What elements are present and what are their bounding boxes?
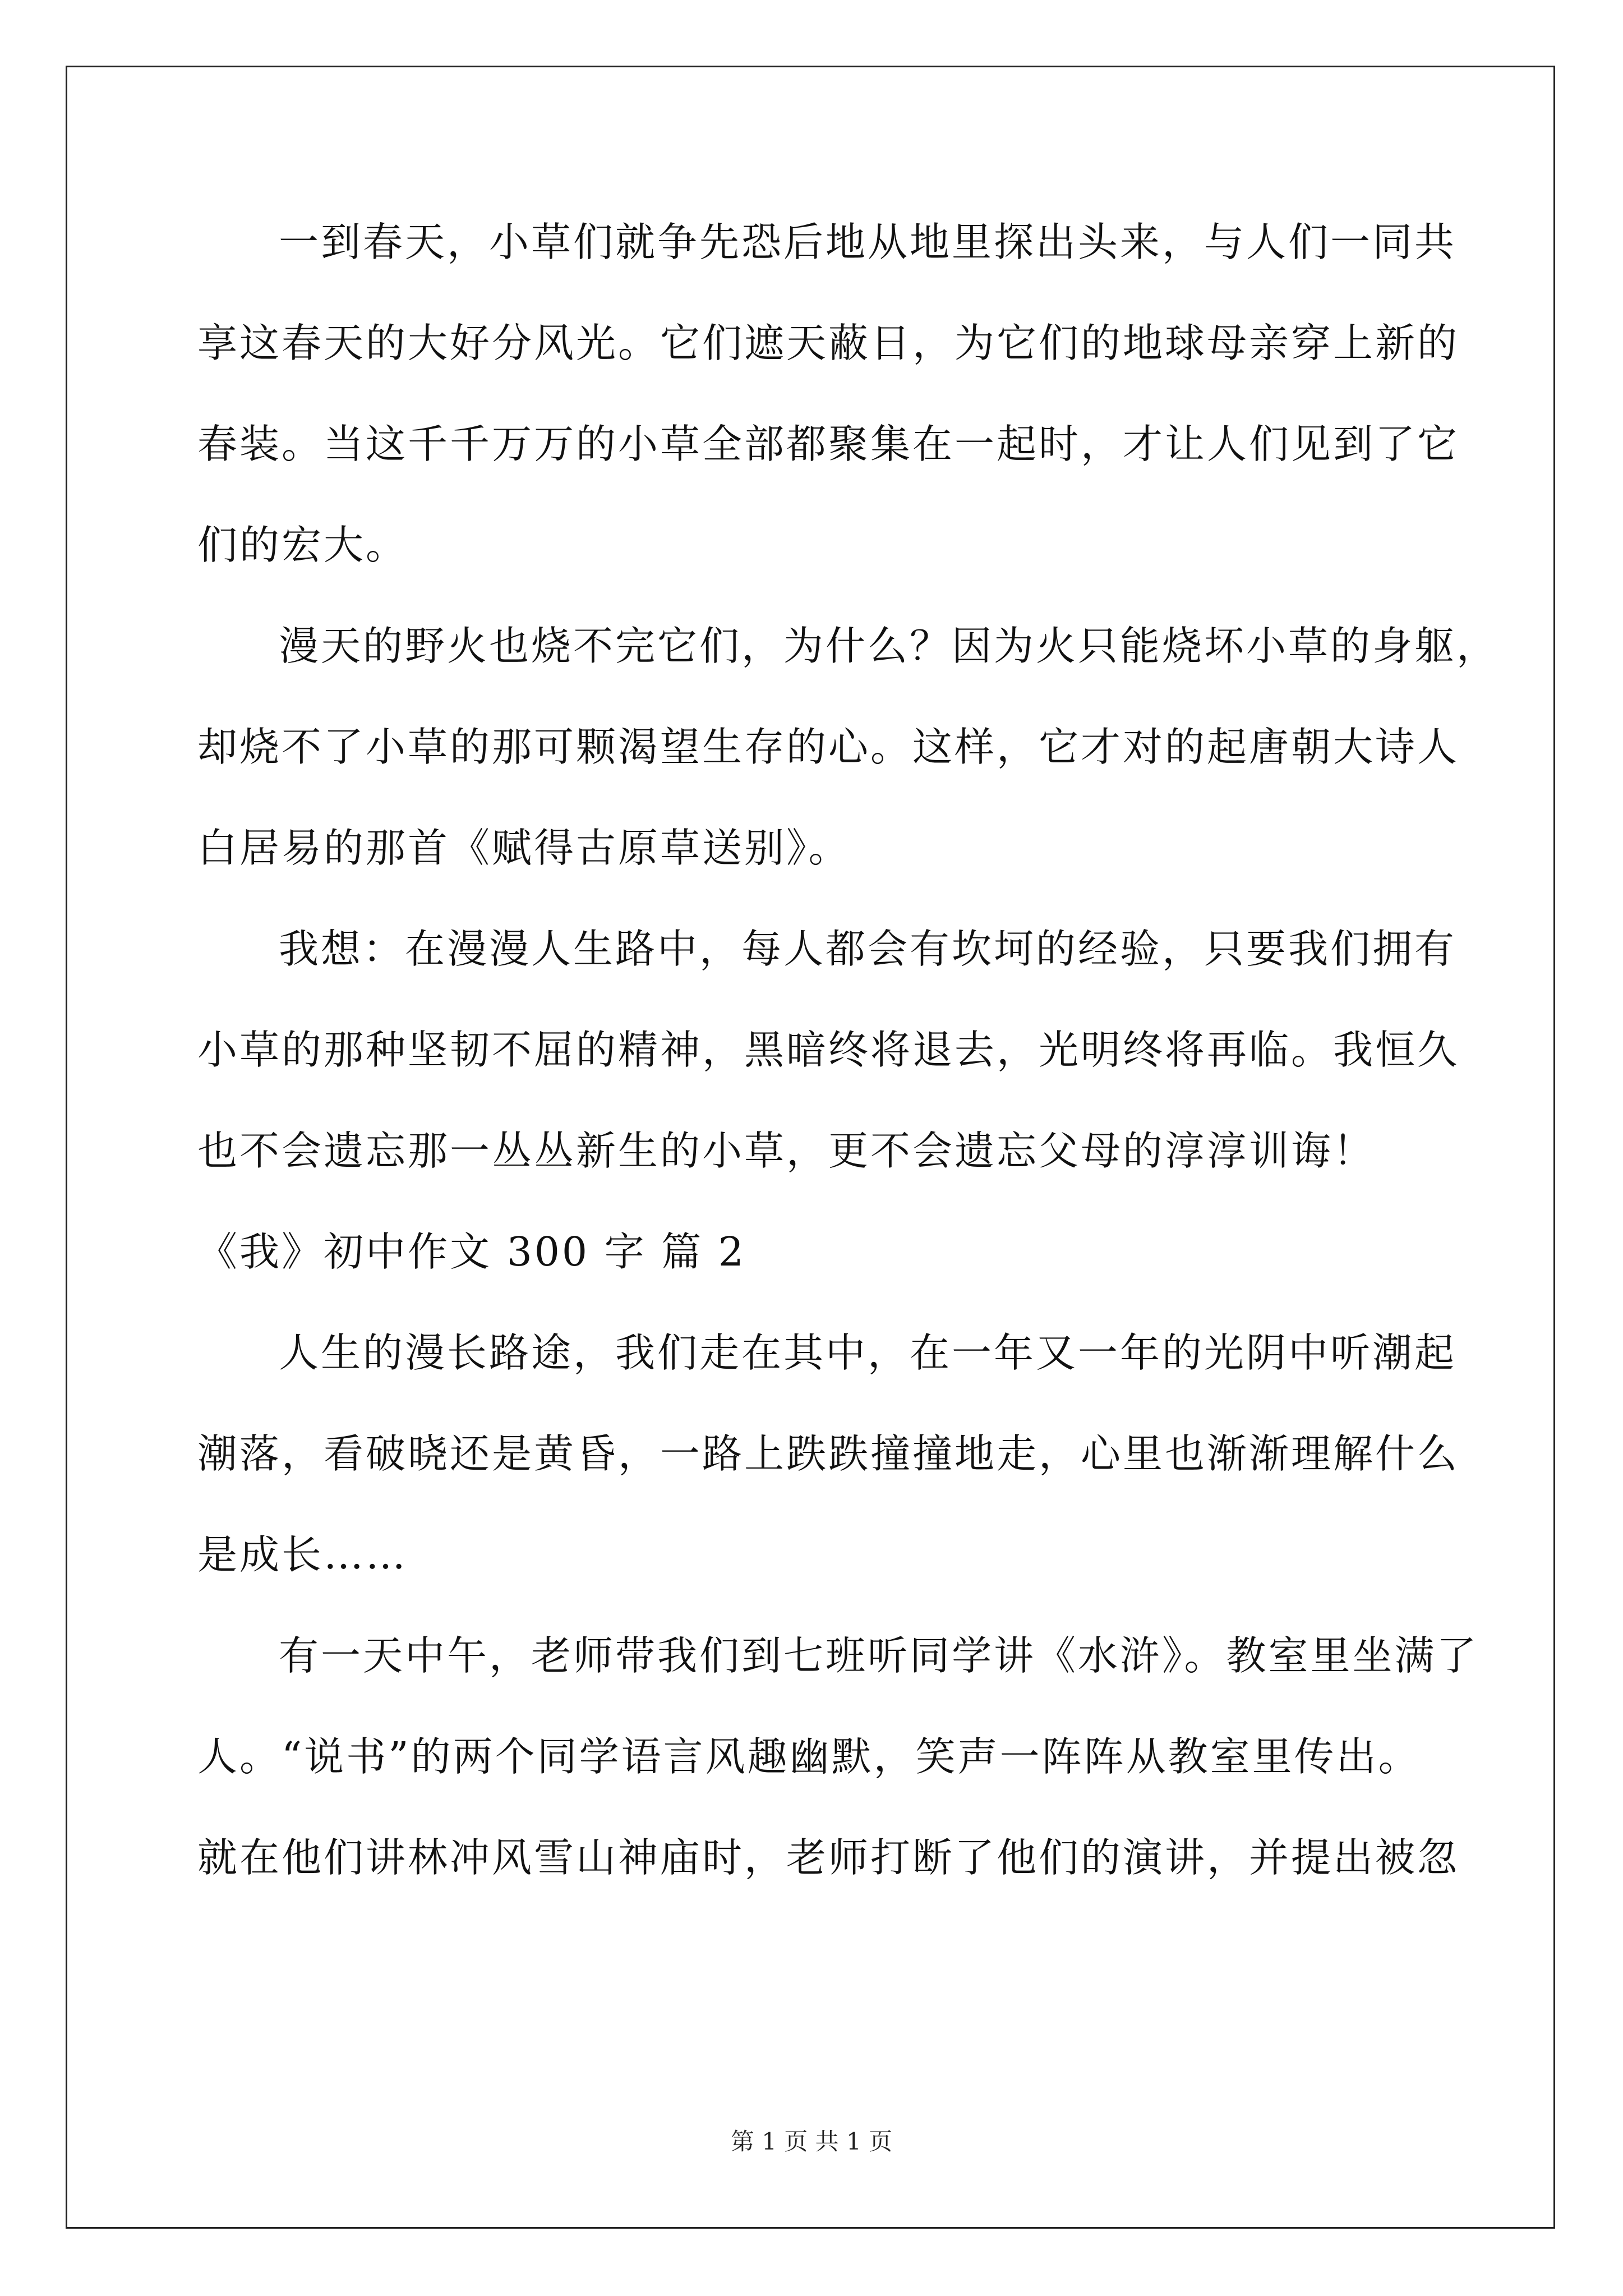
paragraph-4-line-1: 人生的漫长路途，我们走在其中，在一年又一年的光阴中听潮起 <box>279 1329 1457 1376</box>
paragraph-5-line-1: 有一天中午，老师带我们到七班听同学讲《水浒》。教室里坐满了 <box>279 1632 1479 1679</box>
paragraph-1-line-4: 们的宏大。 <box>197 522 408 568</box>
paragraph-3-line-3: 也不会遗忘那一丛丛新生的小草，更不会遗忘父母的淳淳训诲！ <box>197 1128 1376 1174</box>
paragraph-2-line-2: 却烧不了小草的那可颗渴望生存的心。这样，它才对的起唐朝大诗人 <box>197 724 1460 770</box>
section-heading: 《我》初中作文 300 字 篇 2 <box>197 1228 746 1275</box>
paragraph-3-line-1: 我想：在漫漫人生路中，每人都会有坎坷的经验，只要我们拥有 <box>279 926 1457 972</box>
paragraph-5-line-3: 就在他们讲林冲风雪山神庙时，老师打断了他们的演讲，并提出被忽 <box>197 1834 1460 1881</box>
paragraph-3-line-2: 小草的那种坚韧不屈的精神，黑暗终将退去，光明终将再临。我恒久 <box>197 1027 1460 1073</box>
paragraph-4-line-3: 是成长…… <box>197 1531 408 1578</box>
paragraph-4-line-2: 潮落，看破晓还是黄昏，一路上跌跌撞撞地走，心里也渐渐理解什么 <box>197 1430 1460 1477</box>
paragraph-5-line-2: 人。“说书”的两个同学语言风趣幽默，笑声一阵阵从教室里传出。 <box>197 1733 1421 1780</box>
paragraph-1-line-2: 享这春天的大好分风光。它们遮天蔽日，为它们的地球母亲穿上新的 <box>197 320 1460 366</box>
page-footer: 第 1 页 共 1 页 <box>730 2128 893 2155</box>
paragraph-1-line-3: 春装。当这千千万万的小草全部都聚集在一起时，才让人们见到了它 <box>197 421 1460 467</box>
paragraph-2-line-3: 白居易的那首《赋得古原草送别》。 <box>197 825 851 871</box>
paragraph-2-line-1: 漫天的野火也烧不完它们，为什么？因为火只能烧坏小草的身躯， <box>279 623 1499 669</box>
paragraph-1-line-1: 一到春天，小草们就争先恐后地从地里探出头来，与人们一同共 <box>279 219 1457 265</box>
